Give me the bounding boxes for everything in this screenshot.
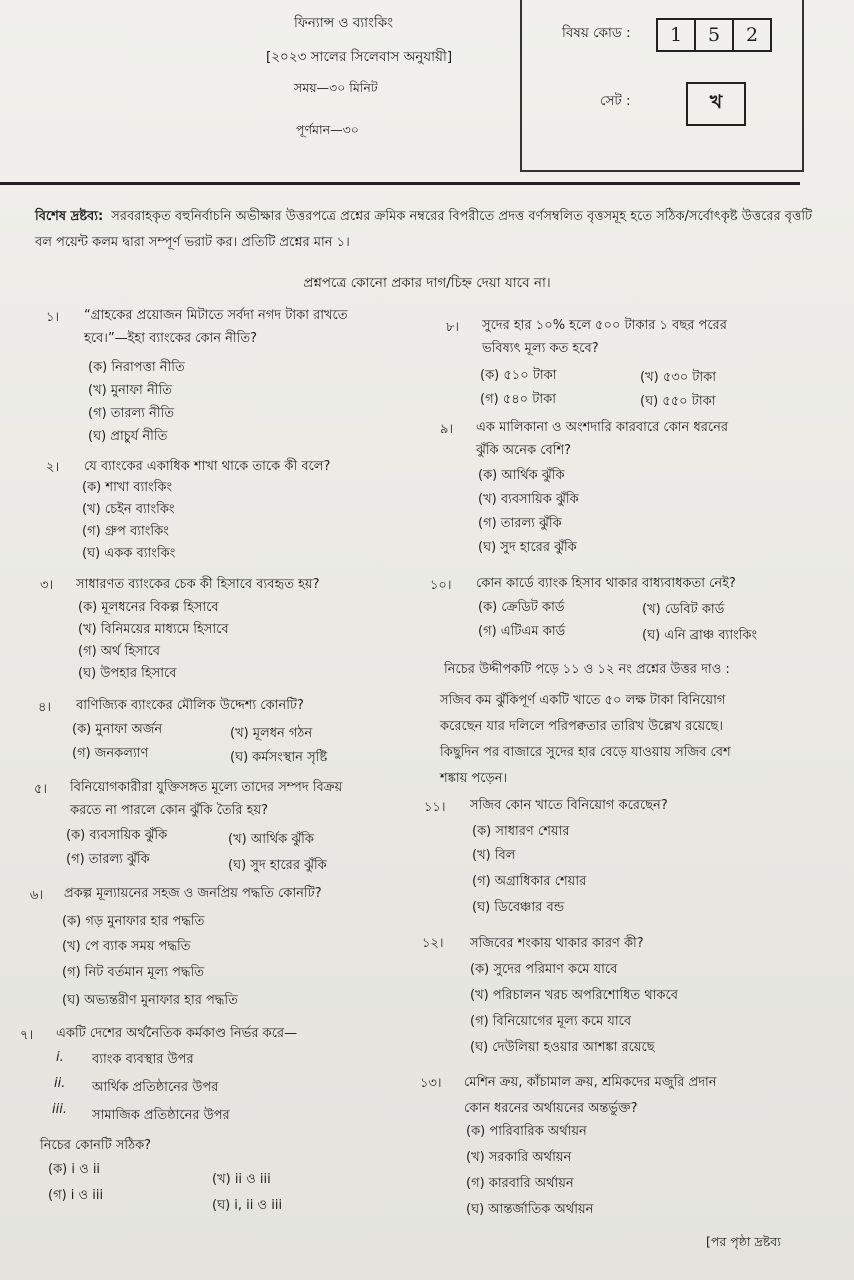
stem-line: ভবিষ্যৎ মূল্য কত হবে?: [482, 341, 599, 356]
option: (গ) এটিএম কার্ড: [478, 624, 566, 639]
note-label: বিশেষ দ্রষ্টব্য:: [35, 209, 104, 224]
option: (ঘ) এনি ব্রাঞ্চ ব্যাংকিং: [642, 628, 758, 643]
option: (খ) মুনাফা নীতি: [88, 383, 172, 398]
question-stem: সজিব কোন খাতে বিনিয়োগ করেছেন?: [470, 798, 668, 813]
option: (ঘ) একক ব্যাংকিং: [82, 546, 176, 561]
set-label: সেট :: [600, 93, 631, 109]
option: (খ) আর্থিক ঝুঁকি: [228, 832, 314, 847]
option: (ক) শাখা ব্যাংকিং: [82, 480, 173, 495]
option: (ক) আর্থিক ঝুঁকি: [478, 468, 565, 483]
option: (গ) তারল্য নীতি: [88, 406, 175, 421]
question-number: ১১।: [424, 800, 446, 815]
option: (ক) মুনাফা অর্জন: [72, 722, 163, 737]
option: (ঘ) i, ii ও iii: [212, 1198, 283, 1213]
question-stem: কোন কার্ডে ব্যাংক হিসাব থাকার বাধ্যবাধকতা নেই?: [476, 576, 736, 591]
question-stem: [84, 304, 348, 350]
stimulus-line: করেছেন যার দলিলে পরিপক্বতার তারিখ উল্লেখ রয়েছে।: [440, 719, 724, 734]
roman-numeral: ii.: [54, 1076, 66, 1091]
option: (ক) পারিবারিক অর্থায়ন: [466, 1124, 587, 1139]
question-number: ৮।: [446, 320, 460, 335]
option: (খ) মূলধন গঠন: [230, 726, 313, 741]
question-number: ৯।: [440, 422, 454, 437]
option: (ঘ) প্রাচুর্য নীতি: [88, 429, 168, 444]
stem-line: হবে।”—ইহা ব্যাংকের কোন নীতি?: [84, 331, 258, 346]
stimulus-text: [440, 688, 731, 792]
code-digit: 5: [696, 20, 734, 50]
code-digit: 2: [745, 24, 759, 46]
option: (ক) ৫১০ টাকা: [480, 368, 557, 383]
option: (ঘ) ডিবেঞ্চার বন্ড: [472, 900, 565, 915]
which-correct: নিচের কোনটি সঠিক?: [40, 1138, 152, 1153]
option: (গ) ৫৪০ টাকা: [480, 392, 556, 407]
next-page-note: [পর পৃষ্ঠা দ্রষ্টব্য: [706, 1234, 781, 1249]
roman-item: ব্যাংক ব্যবস্থার উপর: [92, 1052, 194, 1067]
option: (ক) i ও ii: [48, 1162, 101, 1177]
option: (ক) সুদের পরিমাণ কমে যাবে: [470, 962, 618, 977]
stem-line: করতে না পারলে কোন ঝুঁকি তৈরি হয়?: [70, 803, 269, 818]
stem-line: কোন ধরনের অর্থায়নের অন্তর্ভুক্ত?: [464, 1101, 638, 1116]
option: (গ) তারল্য ঝুঁকি: [478, 516, 562, 531]
option: (খ) চেইন ব্যাংকিং: [82, 502, 175, 517]
option: (গ) জনকল্যাণ: [72, 746, 149, 761]
option: (ঘ) উপহার হিসাবে: [78, 666, 177, 681]
option: (গ) i ও iii: [48, 1188, 104, 1203]
option: (খ) সরকারি অর্থায়ন: [466, 1150, 572, 1165]
question-number: ১৩।: [420, 1076, 442, 1091]
stem-line: বিনিয়োগকারীরা যুক্তিসঙ্গত মূল্যে তাদের সম্পদ বিক্রয়: [70, 780, 343, 795]
question-number: ১০।: [430, 578, 452, 593]
subject-code-digits: [656, 18, 772, 52]
stem-line: সুদের হার ১০% হলে ৫০০ টাকার ১ বছর পরের: [482, 318, 727, 333]
question-stem: সাধারণত ব্যাংকের চেক কী হিসাবে ব্যবহৃত হয়?: [76, 577, 320, 592]
subject-title: ফিন্যান্স ও ব্যাংকিং: [294, 15, 394, 31]
special-note: [35, 204, 815, 256]
option: (গ) অগ্রাধিকার শেয়ার: [472, 874, 587, 889]
roman-item: সামাজিক প্রতিষ্ঠানের উপর: [92, 1108, 230, 1123]
option: (ঘ) সুদ হারের ঝুঁকি: [228, 858, 327, 873]
stem-line: এক মালিকানা ও অংশদারি কারবারে কোন ধরনের: [476, 420, 729, 435]
option: (ক) ব্যবসায়িক ঝুঁকি: [66, 828, 168, 843]
question-stem: একটি দেশের অর্থনৈতিক কর্মকাণ্ড নির্ভর করে—: [56, 1026, 298, 1041]
option: (গ) নিট বর্তমান মূল্য পদ্ধতি: [62, 965, 204, 980]
option: (ক) নিরাপত্তা নীতি: [88, 360, 185, 375]
syllabus-note: [২০২৩ সালের সিলেবাস অনুযায়ী]: [266, 49, 453, 65]
note-text: সরবরাহকৃত বহুনির্বাচনি অভীক্ষার উত্তরপত্রে প্রশ্নের ক্রমিক নম্বরের বিপরীতে প্রদত্ত বর্ণসম্বলিত বৃত্তসমূহ হতে সঠিক/সর্বোৎকৃষ্ট উত্তরের বৃত্তটি বল পয়েন্ট কলম দ্বারা সম্পূর্ণ ভরাট কর। প্রতিটি প্রশ্নের মান ১।: [35, 209, 813, 250]
option: (গ) অর্থ হিসাবে: [78, 644, 160, 659]
question-number: ৫।: [34, 782, 48, 797]
question-stem: [70, 776, 342, 822]
roman-numeral: i.: [56, 1050, 64, 1065]
roman-item: আর্থিক প্রতিষ্ঠানের উপর: [92, 1080, 219, 1095]
stimulus-intro: নিচের উদ্দীপকটি পড়ে ১১ ও ১২ নং প্রশ্নের উত্তর দাও :: [444, 662, 730, 677]
question-stem: প্রকল্প মূল্যায়নের সহজ ও জনপ্রিয় পদ্ধতি কোনটি?: [64, 886, 322, 901]
option: (ক) মূলধনের বিকল্প হিসাবে: [78, 600, 219, 615]
option: (ঘ) কর্মসংস্থান সৃষ্টি: [230, 750, 328, 765]
option: (খ) ব্যবসায়িক ঝুঁকি: [478, 492, 579, 507]
option: (ক) সাধারণ শেয়ার: [472, 824, 570, 839]
set-box: খ: [686, 82, 746, 126]
stimulus-line: কিছুদিন পর বাজারে সুদের হার বেড়ে যাওয়ায় সজিব বেশ: [440, 745, 731, 760]
option: (গ) গ্রুপ ব্যাংকিং: [82, 524, 169, 539]
question-stem: বাণিজ্যিক ব্যাংকের মৌলিক উদ্দেশ্য কোনটি?: [76, 698, 304, 713]
stimulus-line: শঙ্কায় পড়েন।: [440, 771, 508, 786]
stem-line: “গ্রাহকের প্রয়োজন মিটাতে সর্বদা নগদ টাকা রাখতে: [84, 308, 348, 323]
option: (ঘ) দেউলিয়া হওয়ার আশঙ্কা রয়েছে: [470, 1040, 655, 1055]
option: (খ) ii ও iii: [212, 1172, 271, 1187]
option: (খ) ডেবিট কার্ড: [642, 602, 725, 617]
question-stem: সজিবের শংকায় থাকার কারণ কী?: [470, 936, 644, 951]
question-number: ৩।: [40, 578, 54, 593]
question-stem: [482, 314, 727, 360]
option: (খ) পরিচালন খরচ অপরিশোধিত থাকবে: [470, 988, 678, 1003]
option: (গ) বিনিয়োগের মূল্য কমে যাবে: [470, 1014, 632, 1029]
question-stem: [464, 1070, 717, 1122]
option: (ঘ) ৫৫০ টাকা: [640, 394, 716, 409]
option: (গ) কারবারি অর্থায়ন: [466, 1176, 574, 1191]
stem-line: ঝুঁকি অনেক বেশি?: [476, 443, 572, 458]
option: (গ) তারল্য ঝুঁকি: [66, 852, 150, 867]
roman-numeral: iii.: [52, 1102, 67, 1117]
full-marks: পূর্ণমান—৩০: [296, 122, 359, 137]
question-number: ১২।: [422, 936, 444, 951]
code-digit: 1: [658, 20, 696, 50]
stimulus-line: সজিব কম ঝুঁকিপূর্ণ একটি খাতে ৫০ লক্ষ টাকা বিনিয়োগ: [440, 693, 726, 708]
question-number: ২।: [46, 460, 60, 475]
question-number: ৭।: [20, 1028, 34, 1043]
question-number: ৬।: [30, 888, 44, 903]
option: (ক) গড় মুনাফার হার পদ্ধতি: [62, 914, 205, 929]
no-mark-warning: প্রশ্নপত্রে কোনো প্রকার দাগ/চিহ্ন দেয়া যাবে না।: [303, 275, 551, 291]
question-number: ৪।: [38, 700, 52, 715]
option: (ঘ) আন্তর্জাতিক অর্থায়ন: [466, 1202, 594, 1217]
option: (খ) ৫৩০ টাকা: [640, 370, 717, 385]
option: (খ) বিনিময়ের মাধ্যমে হিসাবে: [78, 622, 229, 637]
exam-time: সময়—৩০ মিনিট: [294, 80, 378, 95]
header-rule: [0, 182, 800, 185]
question-stem: [476, 416, 728, 462]
question-number: ১।: [46, 310, 60, 325]
subject-code-label: বিষয় কোড :: [562, 25, 631, 41]
stem-line: মেশিন ক্রয়, কাঁচামাল ক্রয়, শ্রমিকদের মজুরি প্রদান: [464, 1075, 717, 1090]
option: (ঘ) অভ্যন্তরীণ মুনাফার হার পদ্ধতি: [62, 993, 238, 1008]
option: (খ) পে ব্যাক সময় পদ্ধতি: [62, 939, 191, 954]
option: (ক) ক্রেডিট কার্ড: [478, 600, 565, 615]
option: (খ) বিল: [472, 848, 516, 863]
question-stem: যে ব্যাংকের একাধিক শাখা থাকে তাকে কী বলে?: [84, 459, 331, 474]
option: (ঘ) সুদ হারের ঝুঁকি: [478, 540, 577, 555]
